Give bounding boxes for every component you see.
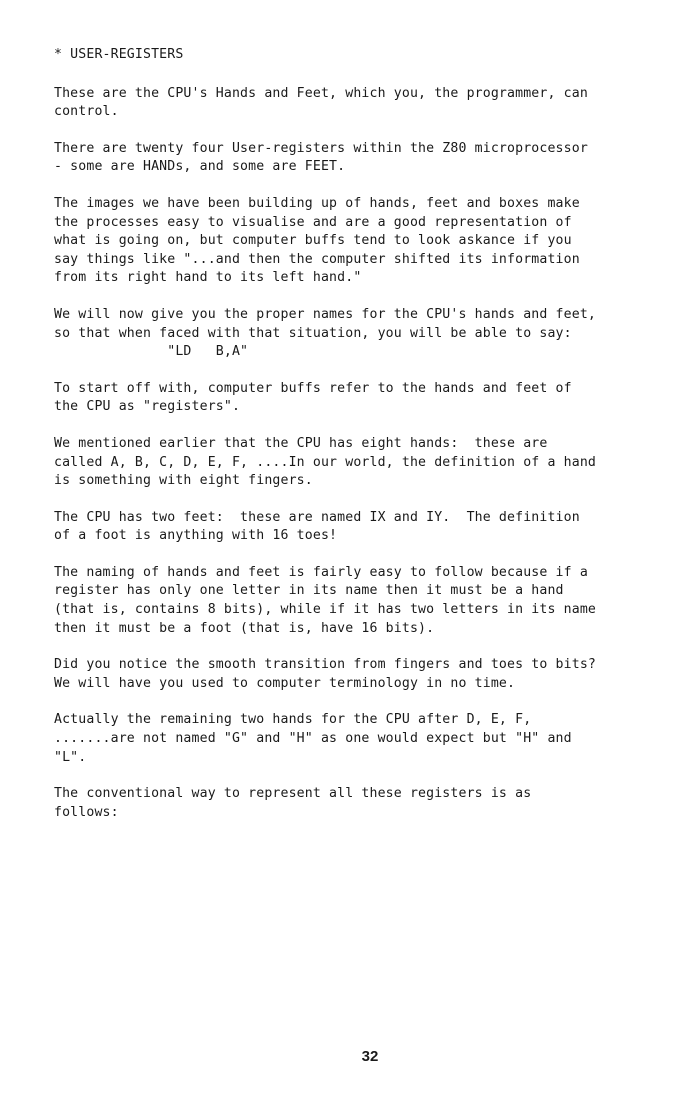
paragraph-transition — [54, 656, 684, 693]
text-line: register has only one letter in its name then it must be a hand — [54, 583, 564, 599]
text-line: There are twenty four User-registers within the Z80 microprocessor — [54, 140, 588, 156]
text-line: then it must be a foot (that is, have 16 bits). — [54, 620, 435, 636]
paragraph-images — [54, 195, 684, 288]
paragraph-naming — [54, 564, 684, 638]
text-line: To start off with, computer buffs refer to the hands and feet of — [54, 380, 572, 396]
text-line: We mentioned earlier that the CPU has eight hands: these are — [54, 435, 548, 451]
text-line: We will now give you the proper names for the CPU's hands and feet, — [54, 306, 596, 322]
text-line: is something with eight fingers. — [54, 473, 313, 489]
code-example: "LD B,A" — [54, 344, 249, 360]
text-line: (that is, contains 8 bits), while if it has two letters in its name — [54, 602, 596, 618]
text-line: The images we have been building up of hands, feet and boxes make — [54, 195, 580, 211]
text-line: .......are not named "G" and "H" as one would expect but "H" and — [54, 731, 572, 747]
paragraph-remaining-hands — [54, 711, 684, 767]
document-body — [54, 46, 684, 840]
paragraph-intro — [54, 85, 684, 122]
paragraph-conventional — [54, 785, 684, 822]
text-line: The naming of hands and feet is fairly easy to follow because if a — [54, 564, 588, 580]
text-line: control. — [54, 104, 119, 120]
text-line: so that when faced with that situation, you will be able to say: — [54, 325, 572, 341]
text-line: Actually the remaining two hands for the CPU after D, E, F, — [54, 712, 532, 728]
text-line: Did you notice the smooth transition from fingers and toes to bits? — [54, 657, 596, 673]
paragraph-registers-term — [54, 380, 684, 417]
heading-text: * USER-REGISTERS — [54, 47, 184, 62]
text-line: The conventional way to represent all these registers is as — [54, 786, 532, 802]
paragraph-proper-names — [54, 306, 684, 362]
text-line: the processes easy to visualise and are a good representation of — [54, 214, 572, 230]
paragraph-eight-hands — [54, 435, 684, 491]
text-line: "L". — [54, 749, 87, 765]
text-line: called A, B, C, D, E, F, ....In our world, the definition of a hand — [54, 454, 596, 470]
text-line: the CPU as "registers". — [54, 399, 241, 415]
paragraph-two-feet — [54, 509, 684, 546]
text-line: These are the CPU's Hands and Feet, which you, the programmer, can — [54, 85, 588, 101]
text-line: follows: — [54, 804, 119, 820]
text-line: say things like "...and then the computer shifted its information — [54, 251, 580, 267]
text-line: We will have you used to computer terminology in no time. — [54, 675, 516, 691]
section-heading — [54, 46, 684, 65]
page-number: 32 — [361, 1048, 379, 1065]
text-line: from its right hand to its left hand." — [54, 270, 362, 286]
text-line: - some are HANDs, and some are FEET. — [54, 159, 346, 175]
text-line: of a foot is anything with 16 toes! — [54, 528, 338, 544]
text-line: The CPU has two feet: these are named IX and IY. The definition — [54, 509, 580, 525]
text-line: what is going on, but computer buffs tend to look askance if you — [54, 233, 572, 249]
paragraph-register-count — [54, 140, 684, 177]
